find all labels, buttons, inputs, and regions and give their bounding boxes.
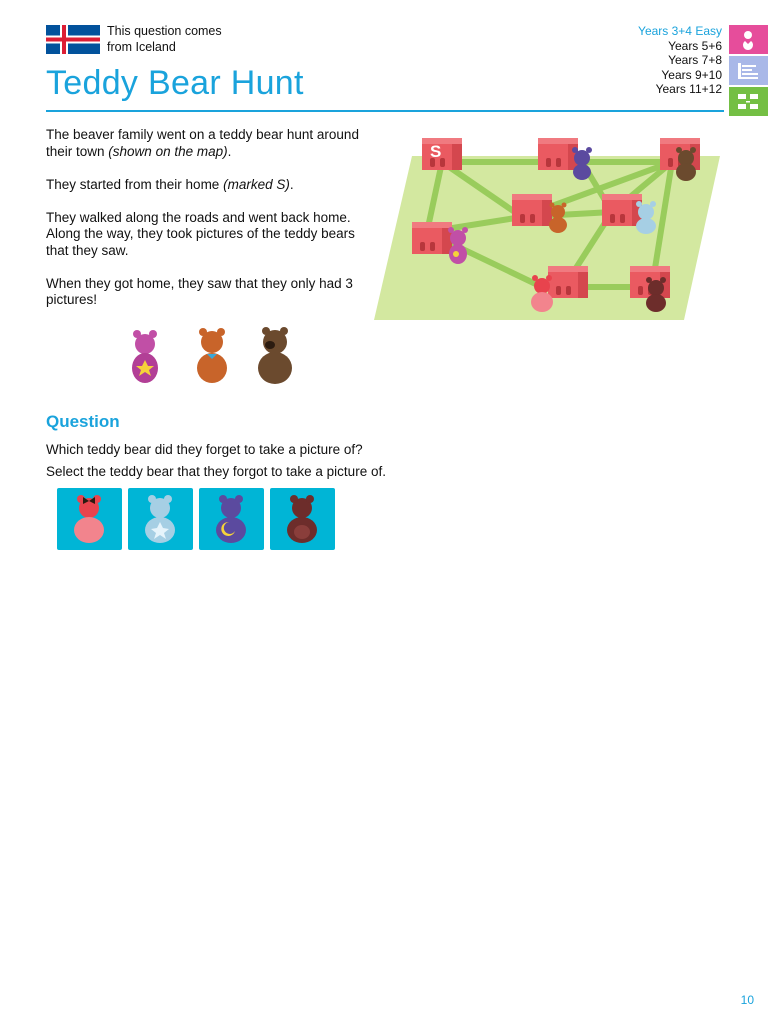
photographed-bears [124,326,304,388]
red-teddy-bear-icon [57,488,122,550]
light-blue-teddy-bear-icon [128,488,193,550]
origin-note [107,24,222,55]
origin-line-2: from Iceland [107,39,176,54]
category-tab-green [729,87,768,116]
photo-bear-orange [197,328,227,383]
question-text [46,439,386,482]
story-text [46,127,366,325]
iceland-flag-icon [46,25,100,54]
year-levels [638,24,722,97]
year-level-9-10: Years 9+10 [661,67,722,82]
pie-chart-icon [736,29,760,51]
year-level-3-4: Years 3+4 Easy [638,24,722,38]
story-paragraph-4: When they got home, they saw that they only had 3 pictures! [46,275,353,307]
answer-light-blue-bear[interactable] [128,488,193,550]
story-paragraph-3: They walked along the roads and went back home. Along the way, they took pictures of the teddy bears that they saw. [46,209,355,258]
page-number: 10 [740,993,754,1007]
page-title: Teddy Bear Hunt [46,64,304,102]
category-tabs [729,25,768,118]
origin-line-1: This question comes [107,24,222,38]
story-paragraph-1: The beaver family went on a teddy bear hunt around their town (shown on the map). [46,127,359,159]
answer-purple-bear[interactable] [199,488,264,550]
bar-list-icon [736,60,760,82]
year-level-5-6: Years 5+6 [668,38,722,53]
category-tab-lavender [729,56,768,85]
photo-bear-pink [132,330,158,383]
flowchart-icon [736,91,760,113]
question-line-2: Select the teddy bear that they forgot to take a picture of. [46,463,386,479]
start-marker: S [430,142,442,161]
year-level-7-8: Years 7+8 [668,53,722,68]
question-heading: Question [46,412,120,431]
question-line-1: Which teddy bear did they forget to take a picture of? [46,442,363,457]
answer-dark-brown-bear[interactable] [270,488,335,550]
title-divider [46,110,724,112]
town-map [372,132,724,324]
story-paragraph-2: They started from their home (marked S). [46,176,294,192]
dark-brown-teddy-bear-icon [270,488,335,550]
purple-teddy-bear-icon [199,488,264,550]
answer-red-bear[interactable] [57,488,122,550]
category-tab-pink [729,25,768,54]
photo-bear-brown [258,327,292,384]
year-level-11-12: Years 11+12 [655,82,722,97]
answer-options [57,488,335,550]
